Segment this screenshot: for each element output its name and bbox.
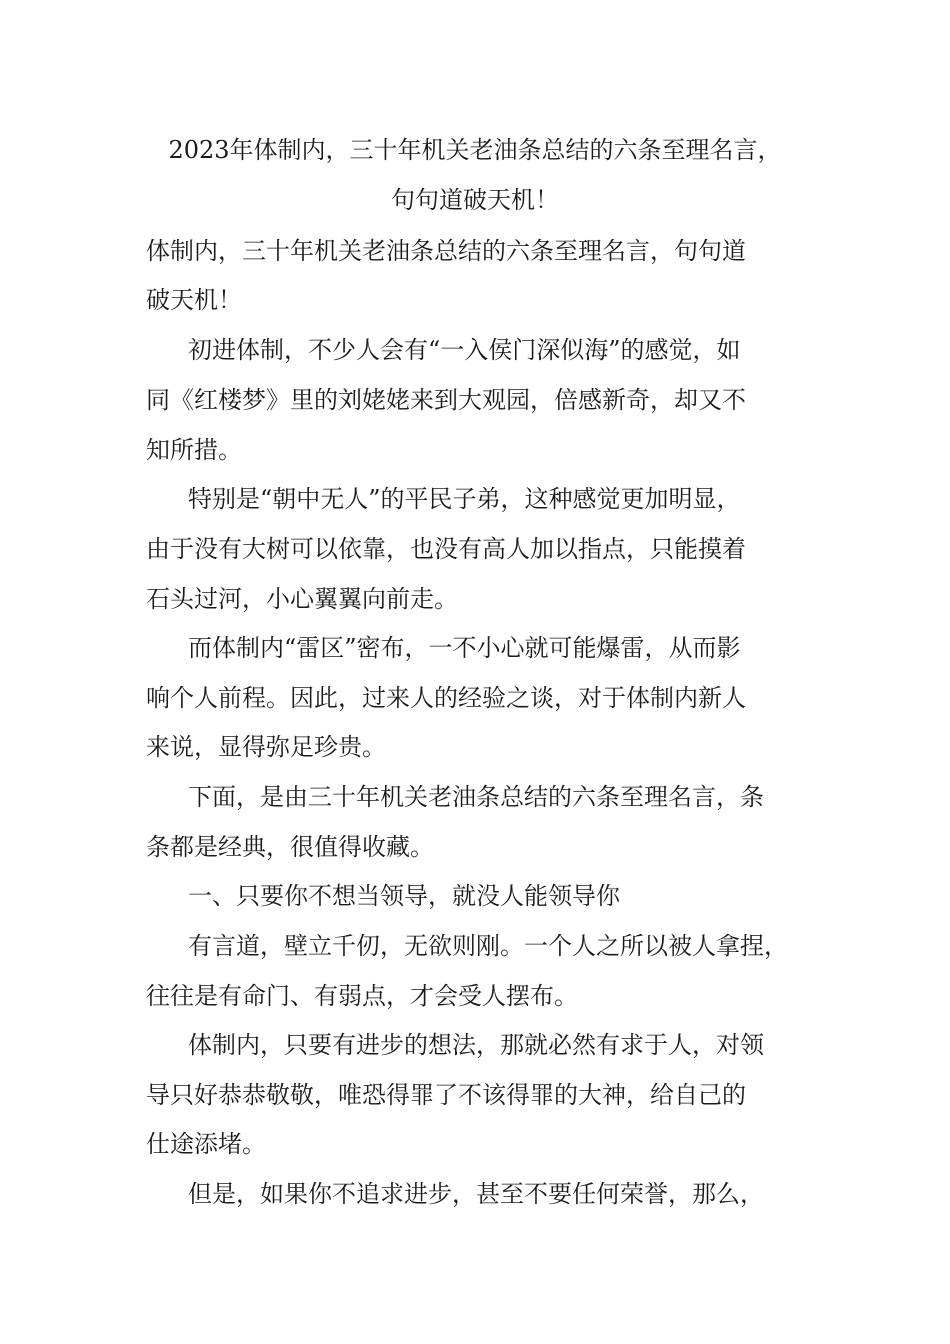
body-line: 特别是“朝中无人”的平民子弟，这种感觉更加明显，	[188, 485, 741, 513]
body-line: 响个人前程。因此，过来人的经验之谈，对于体制内新人	[146, 684, 746, 712]
body-line: 破天机！	[146, 286, 242, 314]
document-title-line-2: 句句道破天机！	[391, 186, 559, 214]
body-line: 初进体制，不少人会有“一入侯门深似海”的感觉，如	[188, 336, 741, 364]
section-heading: 一、只要你不想当领导，就没人能领导你	[188, 882, 620, 910]
body-line: 而体制内“雷区”密布，一不小心就可能爆雷，从而影	[188, 634, 741, 662]
body-line: 体制内，只要有进步的想法，那就必然有求于人，对领	[188, 1031, 764, 1059]
body-line: 往往是有命门、有弱点，才会受人摆布。	[146, 982, 578, 1010]
body-line: 石头过河，小心翼翼向前走。	[146, 585, 458, 613]
body-line: 体制内，三十年机关老油条总结的六条至理名言，句句道	[146, 237, 746, 265]
body-line: 导只好恭恭敬敬，唯恐得罪了不该得罪的大神，给自己的	[146, 1081, 746, 1109]
body-line: 有言道，壁立千仞，无欲则刚。一个人之所以被人拿捏，	[188, 932, 788, 960]
body-line: 同《红楼梦》里的刘姥姥来到大观园，倍感新奇，却又不	[146, 386, 746, 414]
body-line: 仕途添堵。	[146, 1130, 266, 1158]
document-title-line-1: 2023年体制内，三十年机关老油条总结的六条至理名言，	[168, 136, 782, 164]
body-line: 知所措。	[146, 436, 242, 464]
body-line: 条都是经典，很值得收藏。	[146, 833, 434, 861]
body-line: 但是，如果你不追求进步，甚至不要任何荣誉，那么，	[188, 1180, 764, 1208]
body-line: 由于没有大树可以依靠，也没有高人加以指点，只能摸着	[146, 535, 746, 563]
body-line: 下面，是由三十年机关老油条总结的六条至理名言，条	[188, 783, 764, 811]
body-line: 来说，显得弥足珍贵。	[146, 733, 386, 761]
